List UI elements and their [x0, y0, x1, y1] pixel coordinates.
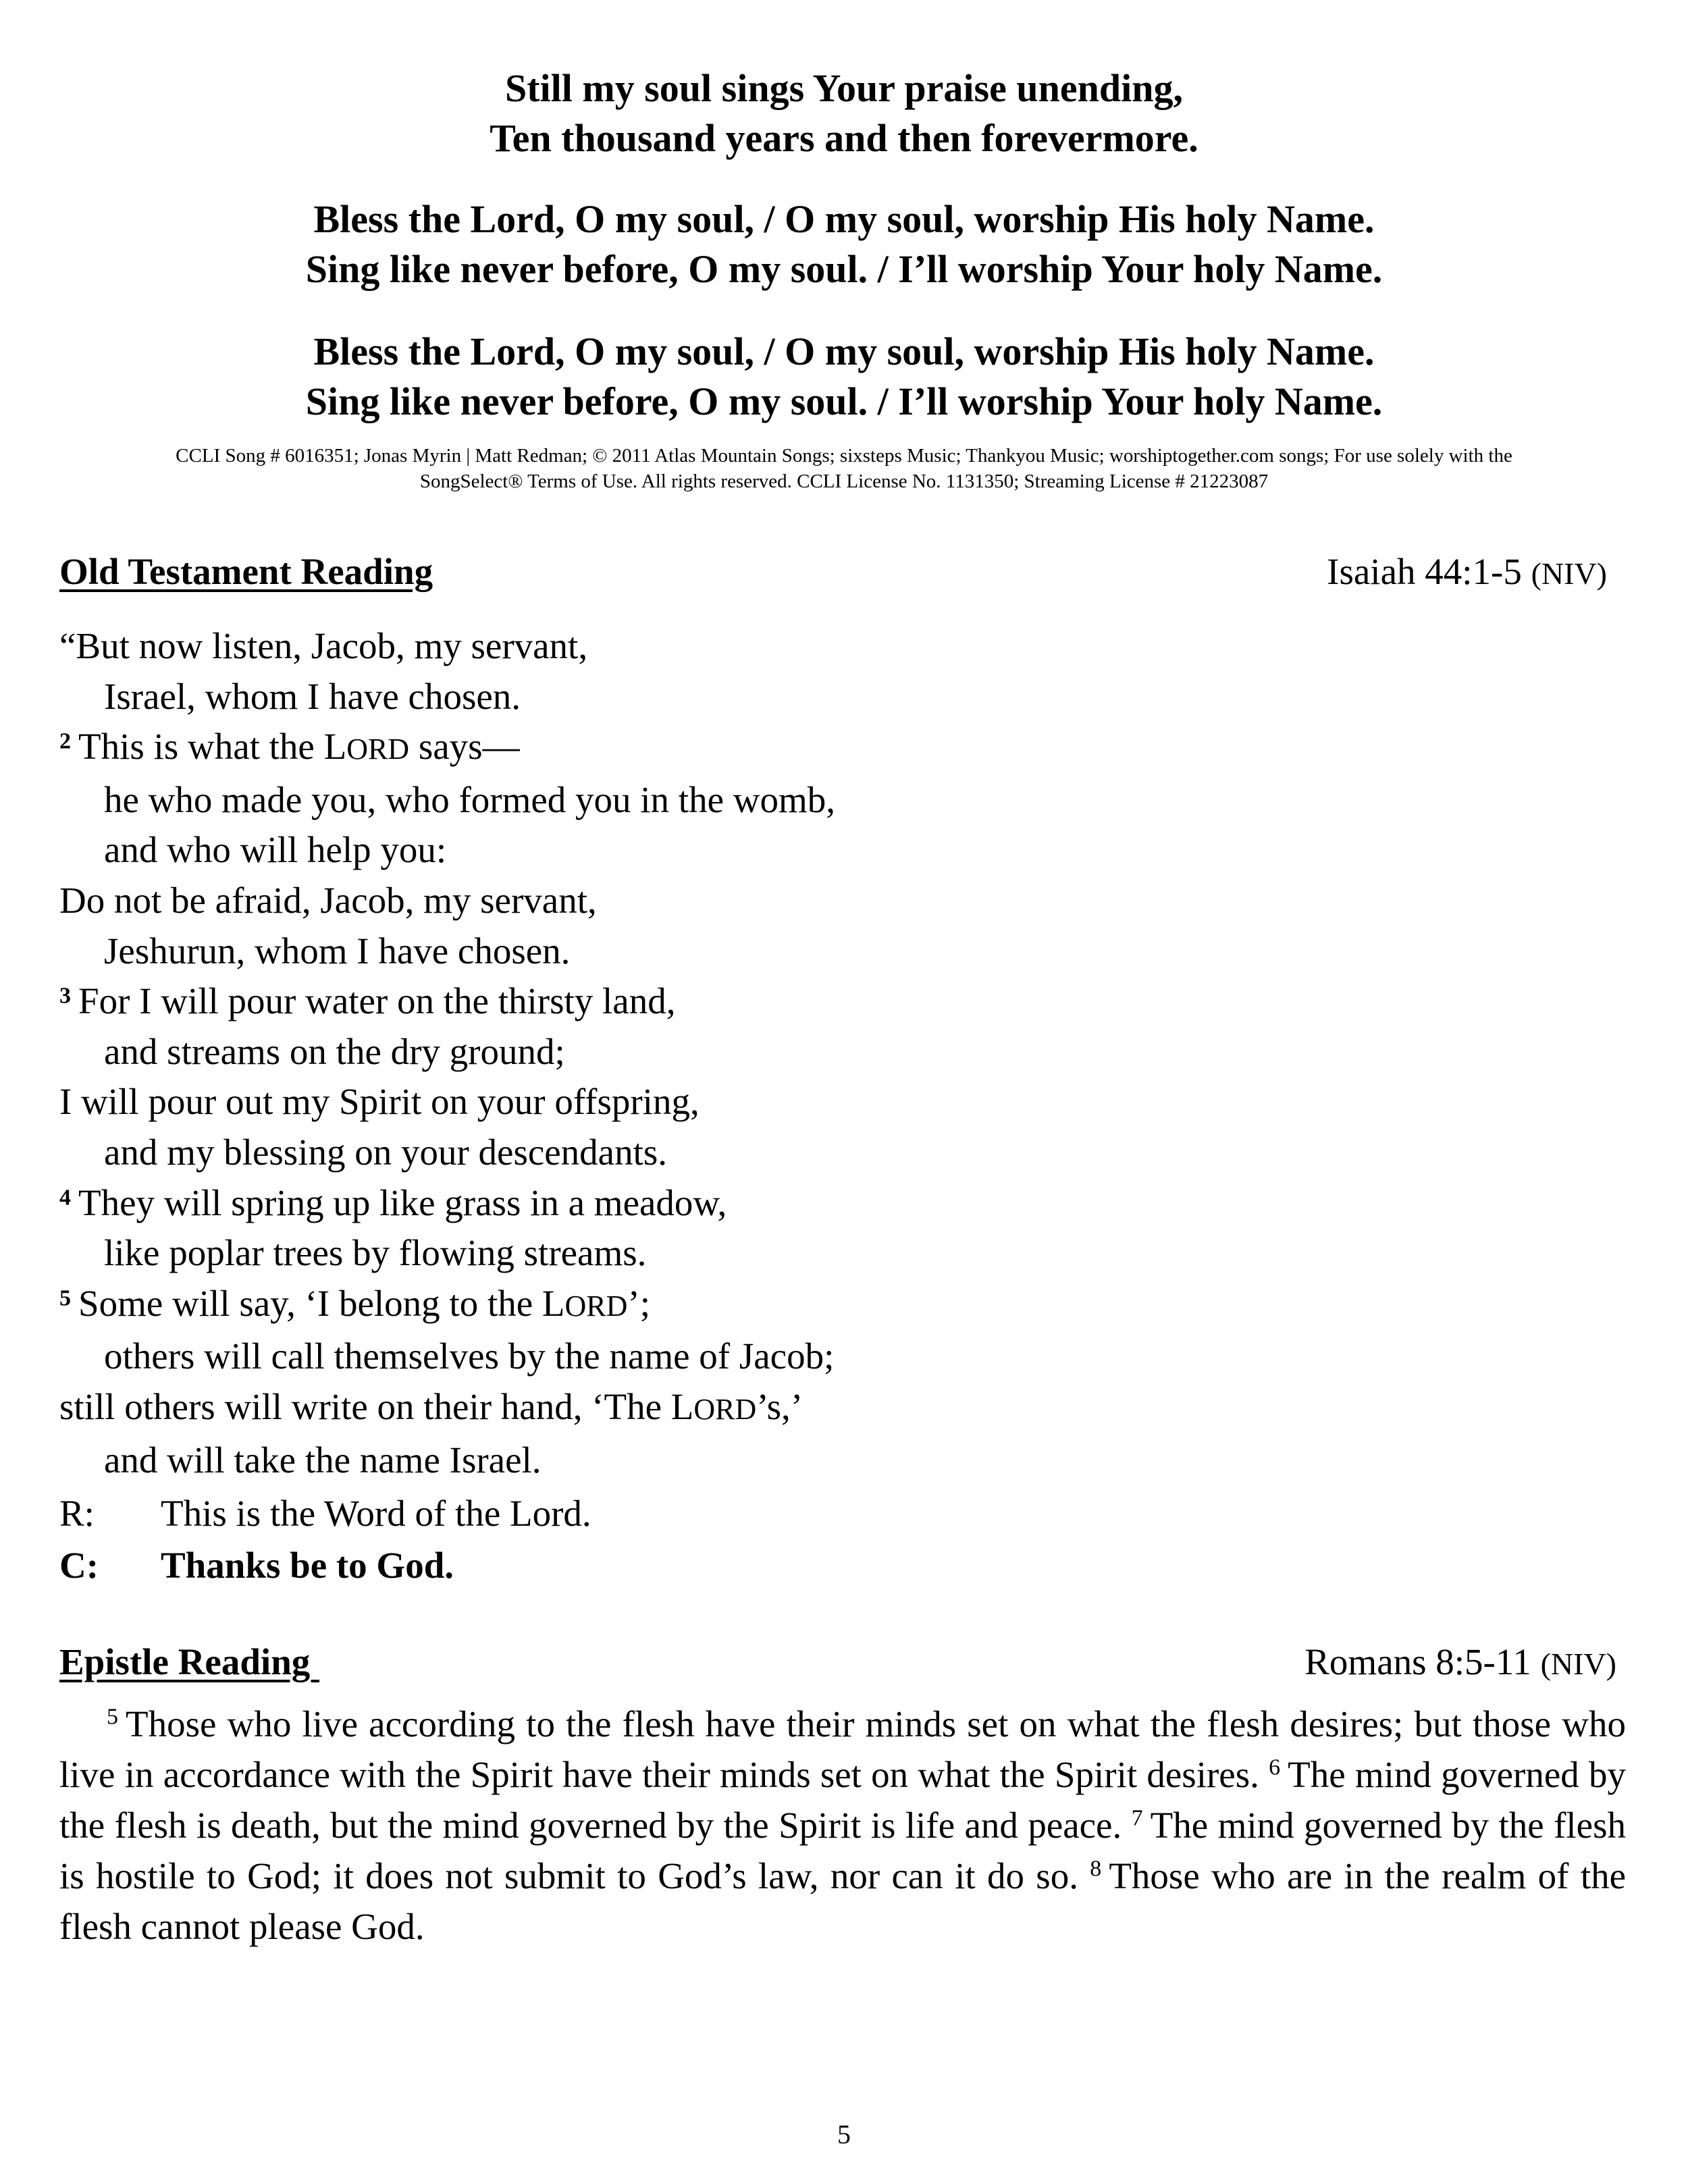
verse-text: still others will write on their hand, ‘The L: [59, 1385, 694, 1427]
lyric-line: Sing like never before, O my soul. / I’ll worship Your holy Name.: [305, 247, 1383, 291]
verse-text: Those who are in the realm of the flesh cannot please God.: [59, 1855, 1627, 1947]
verse-number: 6: [1269, 1755, 1281, 1780]
reference-text: Isaiah 44:1-5: [1327, 551, 1522, 592]
lyric-line: Still my soul sings Your praise unending,: [504, 66, 1183, 110]
old-testament-reference: [1327, 550, 1607, 593]
verse-text: Some will say, ‘I belong to the L: [78, 1282, 565, 1324]
small-caps-lord: ORD: [564, 1289, 628, 1323]
lyric-line: Sing like never before, O my soul. / I’ll worship Your holy Name.: [305, 379, 1383, 423]
song-chorus: [0, 194, 1688, 294]
verse-text: says—: [409, 726, 520, 768]
verse-number: 5: [59, 1285, 71, 1311]
lyric-line: Ten thousand years and then forevermore.: [490, 116, 1198, 160]
verse-text: The mind governed by the flesh is death, but the mind governed by the Spirit is life and peace.: [59, 1754, 1626, 1846]
old-testament-text: [59, 621, 835, 1485]
verse-line: “But now listen, Jacob, my servant,: [59, 625, 588, 666]
verse-text: ’;: [627, 1282, 651, 1324]
response-text: Thanks be to God.: [161, 1545, 454, 1586]
leader-response: [59, 1492, 591, 1535]
verse-number: 4: [59, 1185, 71, 1210]
verse-number: 8: [1090, 1856, 1102, 1882]
version-label: (NIV): [1531, 556, 1607, 591]
verse-number: 3: [59, 983, 71, 1009]
old-testament-heading: Old Testament Reading: [59, 551, 433, 592]
epistle-text: [59, 1699, 1626, 1952]
song-chorus-repeat: [0, 327, 1688, 427]
small-caps-lord: ORD: [346, 733, 410, 766]
verse-line: Do not be afraid, Jacob, my servant,: [59, 879, 597, 921]
epistle-heading: Epistle Reading: [59, 1641, 320, 1682]
verse-number: 5: [107, 1704, 118, 1730]
verse-line: Israel, whom I have chosen.: [104, 675, 521, 717]
verse-text: The mind governed by the flesh is hostile to God; it does not submit to God’s law, nor can it do so.: [59, 1805, 1626, 1896]
verse-line: [59, 1178, 835, 1229]
verse-line: others will call themselves by the name of Jacob;: [104, 1335, 835, 1377]
verse-line: [59, 1279, 835, 1332]
reference-text: Romans 8:5-11: [1304, 1641, 1531, 1682]
response-tag: C:: [59, 1545, 99, 1586]
verse-line: [59, 1382, 835, 1435]
congregation-response: [59, 1544, 454, 1587]
verse-text: This is what the L: [78, 726, 347, 768]
response-text: This is the Word of the Lord.: [161, 1493, 591, 1534]
verse-text: They will spring up like grass in a meadow,: [78, 1181, 727, 1223]
verse-text: ’s,’: [756, 1385, 803, 1427]
verse-text: Those who live according to the flesh have their minds set on what the flesh desires; but those who live in accordance with the Spirit have their minds set on what the Spirit desires.: [59, 1703, 1626, 1795]
verse-line: he who made you, who formed you in the womb,: [104, 778, 836, 820]
verse-line: and who will help you:: [104, 829, 447, 871]
verse-number: 2: [59, 728, 71, 754]
verse-line: [59, 976, 835, 1027]
response-tag: R:: [59, 1493, 95, 1534]
verse-line: and streams on the dry ground;: [104, 1030, 565, 1072]
page-number: 5: [837, 2119, 851, 2150]
small-caps-lord: ORD: [693, 1392, 757, 1426]
song-stanza: [0, 63, 1688, 163]
verse-number: 7: [1131, 1805, 1143, 1831]
verse-line: and my blessing on your descendants.: [104, 1131, 668, 1173]
copyright-line: SongSelect® Terms of Use. All rights reserved. CCLI License No. 1131350; Streaming License # 21223087: [419, 471, 1269, 492]
lyric-line: Bless the Lord, O my soul, / O my soul, worship His holy Name.: [313, 329, 1375, 373]
copyright-line: CCLI Song # 6016351; Jonas Myrin | Matt Redman; © 2011 Atlas Mountain Songs; sixsteps Music; Thankyou Music; worshiptogether.com songs; For use solely with the: [176, 445, 1512, 467]
ccli-copyright: [54, 443, 1634, 494]
verse-line: and will take the name Israel.: [104, 1439, 542, 1481]
lyric-line: Bless the Lord, O my soul, / O my soul, worship His holy Name.: [313, 197, 1375, 241]
verse-line: I will pour out my Spirit on your offspring,: [59, 1081, 700, 1123]
verse-line: Jeshurun, whom I have chosen.: [104, 930, 571, 971]
verse-line: like poplar trees by flowing streams.: [104, 1232, 647, 1274]
verse-text: For I will pour water on the thirsty land,: [78, 980, 676, 1022]
verse-line: [59, 722, 835, 775]
version-label: (NIV): [1540, 1647, 1616, 1681]
epistle-reference: [1304, 1641, 1616, 1683]
